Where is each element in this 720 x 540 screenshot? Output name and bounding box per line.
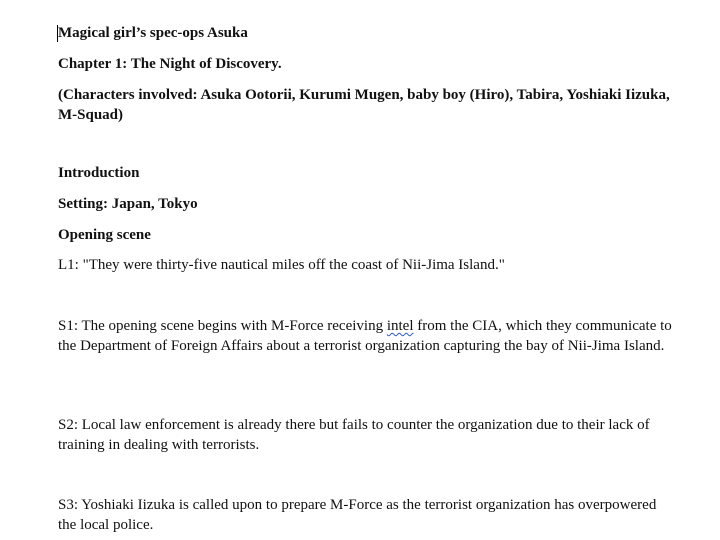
- opening-scene-heading: Opening scene: [58, 227, 151, 243]
- document-title: Magical girl’s spec-ops Asuka: [58, 25, 248, 41]
- spelling-flagged-word[interactable]: intel: [386, 318, 414, 334]
- s1-paragraph: [58, 316, 678, 356]
- characters-paragraph: (Characters involved: Asuka Ootorii, Kurumi Mugen, baby boy (Hiro), Tabira, Yoshiaki Iizuka, M-Squad): [58, 87, 670, 123]
- s2-paragraph: S2: Local law enforcement is already there but fails to counter the organization due to their lack of training in dealing with terrorists.: [58, 417, 650, 453]
- chapter-heading: Chapter 1: The Night of Discovery.: [58, 56, 282, 72]
- setting-line: Setting: Japan, Tokyo: [58, 196, 198, 212]
- s1-text-end: from the CIA, which they communicate to the Department of Foreign Affairs about a terrorist organization capturing the bay of Nii-Jima Island.: [58, 318, 672, 354]
- l1-paragraph: L1: "They were thirty-five nautical miles off the coast of Nii-Jima Island.": [58, 257, 505, 273]
- s3-paragraph: S3: Yoshiaki Iizuka is called upon to prepare M-Force as the terrorist organization has overpowered the local police.: [58, 497, 657, 533]
- introduction-heading: Introduction: [58, 165, 140, 181]
- s1-text-start: S1: The opening scene begins with M-Force receiving: [58, 318, 387, 334]
